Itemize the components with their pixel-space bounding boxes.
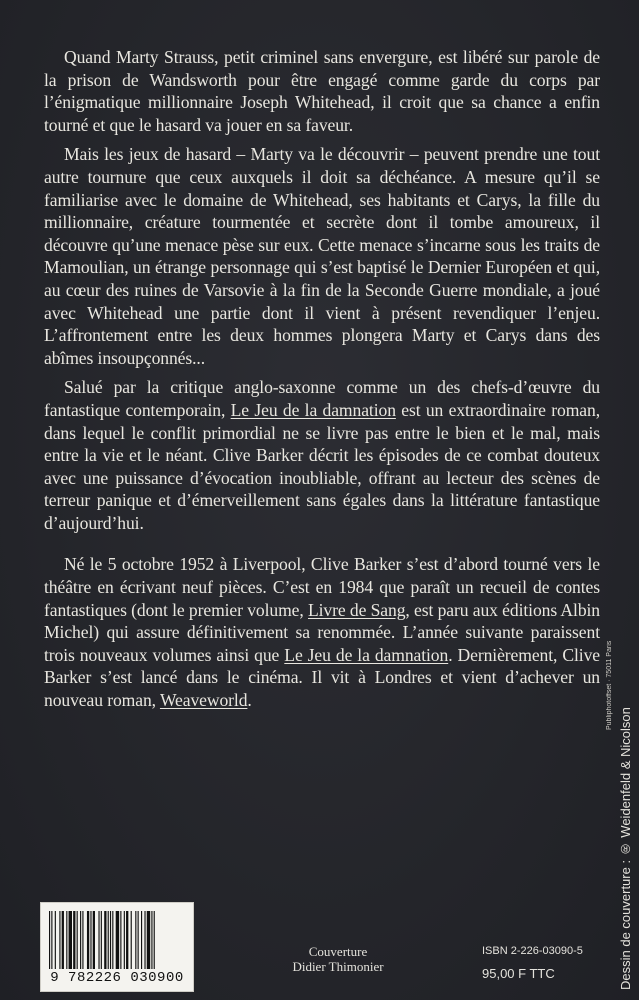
blurb-text [44,46,600,719]
blurb-p3-before: Salué par la critique anglo-saxonne comme un des chefs-d’œuvre du fantastique contemporain, [44,377,600,420]
barcode-bar [55,911,56,969]
bio-title-livre-de-sang: Livre de Sang [308,599,406,620]
blurb-p3-after: est un extraordinaire roman, dans lequel le conflit primordial ne se livre pas entre le bien et le mal, mais entre la vie et le néant. Clive Barker décrit les épisodes de ce combat douteux avec une puissance d’évocation inoubliable, offrant au lecteur des scènes de terreur panique et d’émerveillement sans égales dans la littérature fantastique d’aujourd’hui. [44,399,600,533]
barcode-bar [131,911,132,969]
price: 95,00 F TTC [482,966,555,981]
barcode-bar [90,911,91,969]
blurb-paragraph-3 [44,376,600,534]
barcode-bar [120,911,121,969]
barcode-bar [135,911,136,969]
bio-part-4: . [247,690,252,711]
book-title-link: Le Jeu de la damnation [230,399,396,420]
cover-artist: Didier Thimonier [292,959,384,974]
barcode-bar [154,911,155,969]
barcode-bar [147,911,150,969]
barcode-bar [108,911,109,969]
barcode-bar [141,911,142,969]
barcode-bar [151,911,152,969]
author-bio [44,553,600,711]
barcode [40,902,194,992]
bio-title-jeu-damnation: Le Jeu de la damnation [284,644,449,665]
barcode-bar [69,911,72,969]
barcode-bar [110,911,111,969]
barcode-bar [73,911,75,969]
bio-part-1: Né le 5 octobre 1952 à Liverpool, Clive Barker s’est d’abord tourné vers le théâtre en écrivant neuf pièces. C’est en 1984 que paraît un recueil de contes fantastiques (dont le premier volume, [44,554,600,620]
barcode-bar [93,911,95,969]
barcode-bar [98,911,99,969]
cover-credit [278,944,398,974]
barcode-bar [49,911,50,969]
barcode-bar [126,911,128,969]
bio-part-2: , est paru aux éditions Albin Michel) qui assure définitivement sa renommée. L’année suivante paraissent trois nouveaux volumes ainsi que [44,599,600,665]
barcode-bar [77,911,78,969]
barcode-bar [104,911,106,969]
barcode-bar [80,911,81,969]
blurb-paragraph-1: Quand Marty Strauss, petit criminel sans envergure, est libéré sur parole de la prison de Wandsworth pour être engagé comme garde du corps par l’énigmatique millionnaire Joseph Whitehead, il croit que sa chance a enfin tourné et que le hasard va jouer en sa faveur. [44,47,600,135]
printer-credit: Publiphotoffset · 75011 Paris [606,640,613,730]
barcode-bar [116,911,119,969]
blurb-paragraph-2: Mais les jeux de hasard – Marty va le découvrir – peuvent prendre une tout autre tournure que ceux auxquels il doit sa déchéance. A mesure qu’il se familiarise avec le domaine de Whitehead, ses habitants et Carys, la fille du millionnaire, créature tourmentée et secrète dont il tombe amoureux, il découvre qu’une menace pèse sur eux. Cette menace s’incarne sous les traits de Mamoulian, un étrange personnage qui s’est baptisé le Dernier Européen et qui, au cœur des ruines de Varsovie à la fin de la Seconde Guerre mondiale, a joué avec Whitehead une partie dont il vient à présent revendiquer l’enjeu. L’affrontement entre les deux hommes plongera Marty et Carys dans des abîmes insoupçonnés... [44,144,600,368]
barcode-bar [124,911,125,969]
cover-design-credit: Dessin de couverture : ® Weidenfeld & Nicolson [618,707,633,990]
barcode-bars [49,911,185,969]
bio-part-3: . Dernièrement, Clive Barker s’est lancé dans le cinéma. Il vit à Londres et vient d’achever un nouveau roman, [44,644,600,711]
barcode-bar [59,911,60,969]
barcode-bar [144,911,145,969]
isbn: ISBN 2-226-03090-5 [482,945,583,957]
barcode-bar [62,911,64,969]
barcode-bar [138,911,139,969]
barcode-bar [87,911,89,969]
barcode-bar [66,911,67,969]
cover-label: Couverture [308,944,368,959]
barcode-bar [82,911,83,969]
barcode-bar [101,911,102,969]
barcode-bar [112,911,113,969]
barcode-bar [51,911,52,969]
bio-title-weaveworld: Weaveworld [159,690,248,711]
barcode-digits: 9 782226 030900 [50,970,184,986]
